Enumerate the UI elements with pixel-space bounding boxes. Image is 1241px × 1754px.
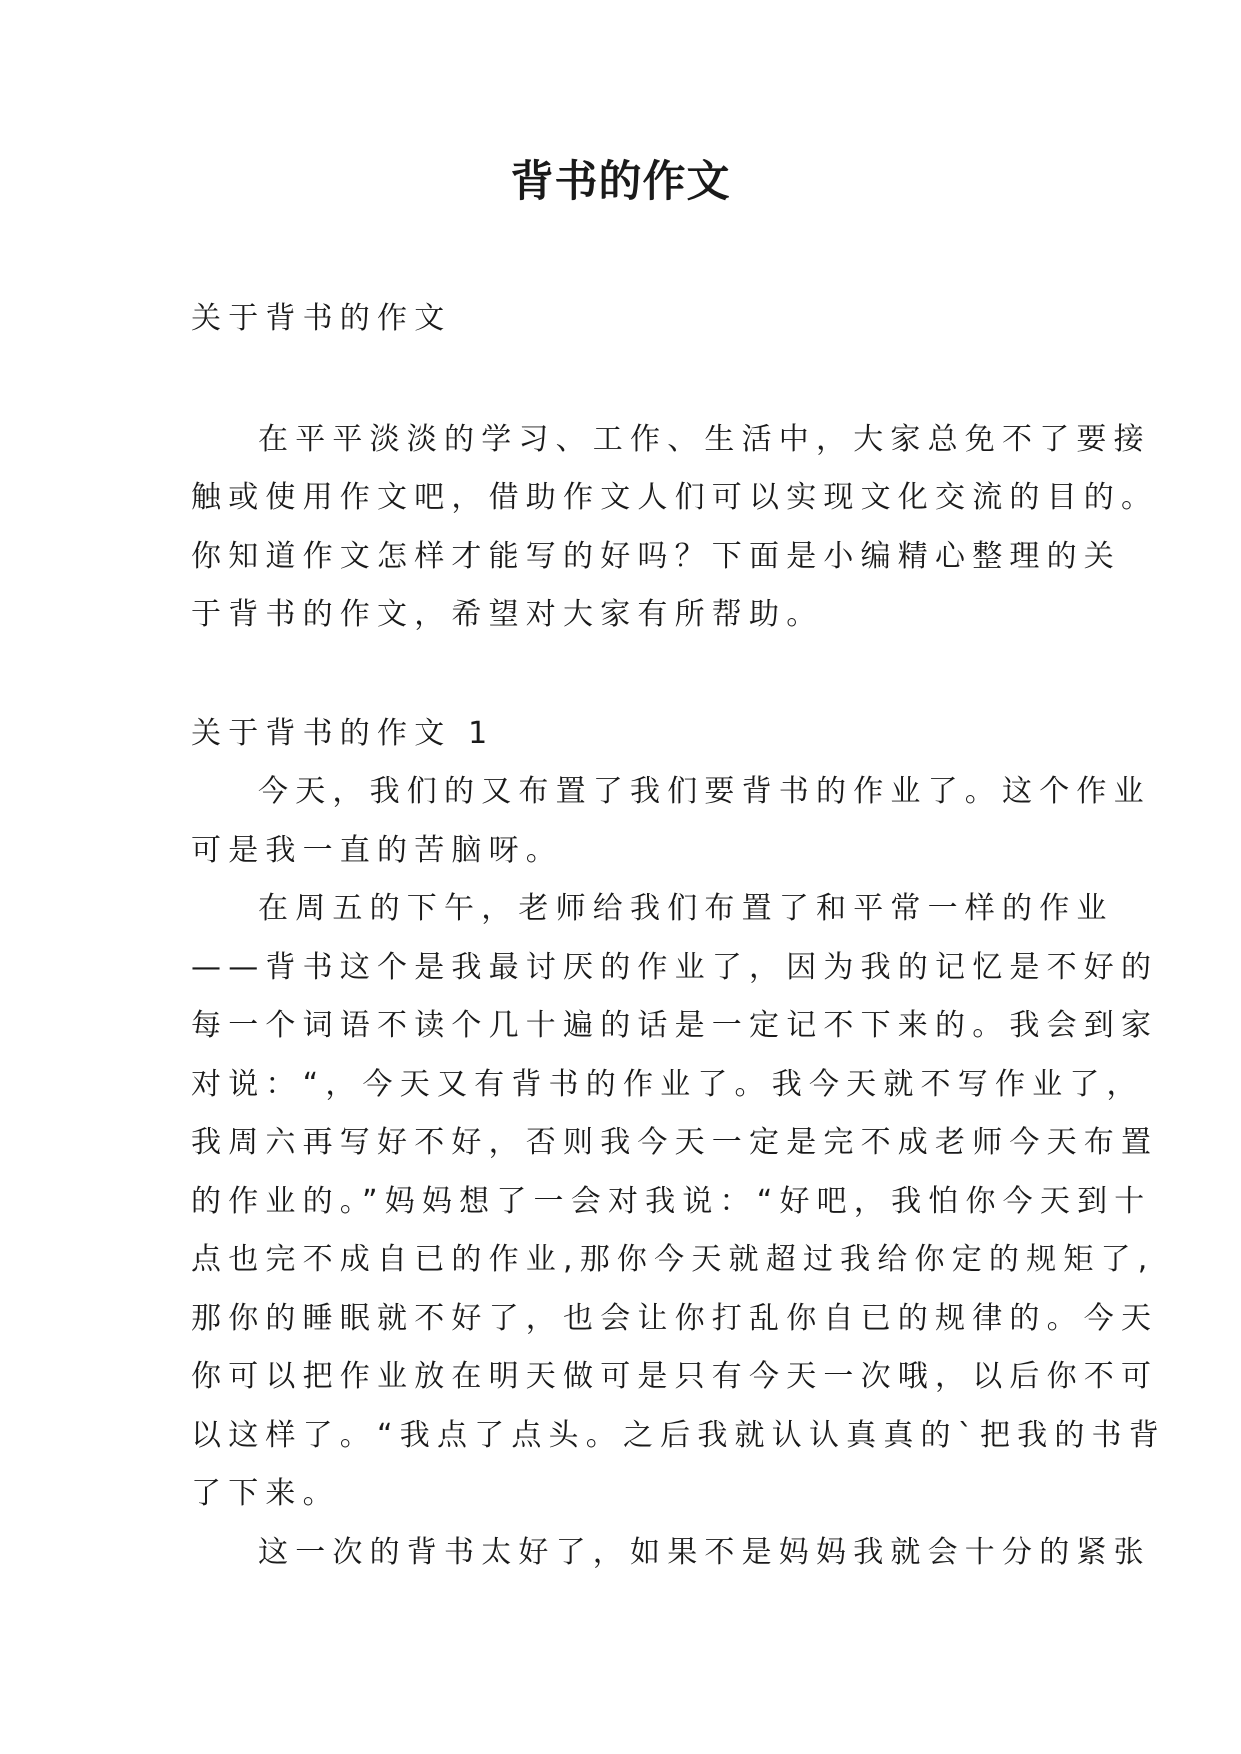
- paragraph-line: 以这样了。“我点了点头。之后我就认认真真的`把我的书背: [191, 1417, 1166, 1453]
- paragraph-line: 我周六再写好不好，否则我今天一定是完不成老师今天布置: [191, 1125, 1159, 1160]
- intro-line: 于背书的作文，希望对大家有所帮助。: [191, 597, 824, 632]
- spacer: [191, 349, 1061, 411]
- document-subtitle: 关于背书的作文: [191, 301, 452, 336]
- paragraph-line: 每一个词语不读个几十遍的话是一定记不下来的。我会到家: [191, 1008, 1159, 1043]
- paragraph-3: [191, 1524, 1151, 1583]
- section-heading: 关于背书的作文 1: [191, 715, 495, 751]
- paragraph-line: 你可以把作业放在明天做可是只有今天一次哦，以后你不可: [191, 1359, 1159, 1394]
- intro-line: 你知道作文怎样才能写的好吗？下面是小编精心整理的关: [191, 538, 1121, 574]
- paragraph-line: 点也完不成自已的作业,那你今天就超过我给你定的规矩了,: [191, 1242, 1155, 1277]
- paragraph-line: 那你的睡眠就不好了，也会让你打乱你自已的规律的。今天: [191, 1300, 1159, 1336]
- paragraph-2: [191, 880, 1166, 1524]
- paragraph-line: 今天，我们的又布置了我们要背书的作业了。这个作业: [258, 774, 1151, 809]
- paragraph-line: 对说：“，今天又有背书的作业了。我今天就不写作业了，: [191, 1066, 1144, 1102]
- paragraph-line: 的作业的。”妈妈想了一会对我说：“好吧，我怕你今天到十: [191, 1183, 1152, 1219]
- paragraph-line: 在周五的下午，老师给我们布置了和平常一样的作业: [258, 891, 1114, 926]
- paragraph-line: ——背书这个是我最讨厌的作业了，因为我的记忆是不好的: [191, 949, 1159, 985]
- document-title: 背书的作文: [510, 157, 731, 207]
- paragraph-line: 了下来。: [191, 1476, 340, 1511]
- paragraph-line: 这一次的背书太好了，如果不是妈妈我就会十分的紧张: [258, 1534, 1151, 1570]
- intro-paragraph: [191, 411, 1159, 645]
- spacer: [191, 645, 1061, 705]
- intro-line: 在平平淡淡的学习、工作、生活中，大家总免不了要接: [258, 421, 1151, 457]
- paragraph-1: [191, 763, 1151, 880]
- intro-line: 触或使用作文吧，借助作文人们可以实现文化交流的目的。: [191, 480, 1159, 515]
- document-body: [191, 290, 1166, 1582]
- paragraph-line: 可是我一直的苦脑呀。: [191, 832, 563, 868]
